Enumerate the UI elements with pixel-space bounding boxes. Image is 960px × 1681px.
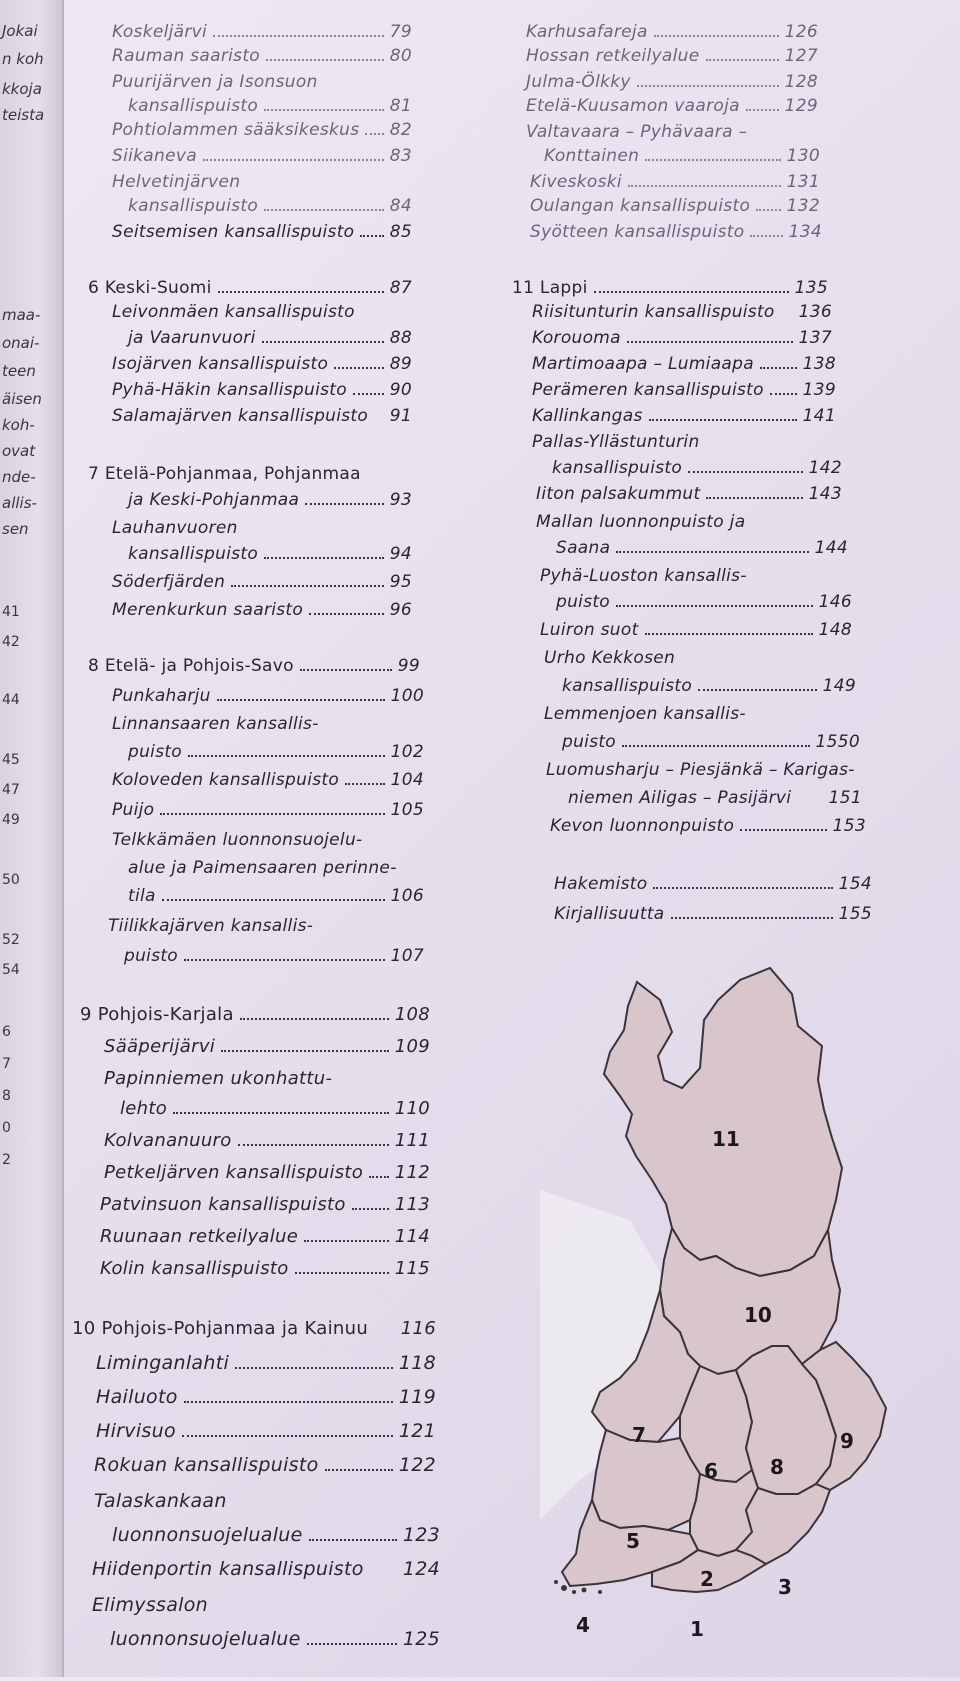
toc-entry[interactable]: Hirvisuo 121 [96,1420,436,1442]
toc-entry[interactable]: Iiton palsakummut 143 [536,484,842,504]
toc-entry[interactable]: Karhusafareja 126 [526,22,818,42]
toc-entry[interactable]: Etelä-Kuusamon vaaroja 129 [526,96,818,116]
toc-entry[interactable]: Rauman saaristo 80 [112,46,412,66]
region-label-7: 7 [632,1423,646,1447]
toc-entry-part: Pallas-Yllästunturin [532,432,700,452]
island [554,1580,558,1584]
toc-entry[interactable]: Kolvananuuro 111 [104,1130,430,1151]
edge-number: 50 [2,872,20,888]
edge-number: 42 [2,634,20,650]
toc-entry-bibliography[interactable]: Kirjallisuutta 155 [554,904,872,924]
edge-text: onai- [2,334,40,352]
toc-entry[interactable]: Petkeljärven kansallispuisto 112 [104,1162,430,1183]
region-label-10: 10 [744,1303,772,1327]
toc-entry[interactable]: Ruunaan retkeilyalue 114 [100,1226,430,1247]
toc-entry-index[interactable]: Hakemisto 154 [554,874,872,894]
edge-text: koh- [2,416,35,434]
edge-number: 7 [2,1056,11,1072]
edge-text: nde- [2,468,36,486]
toc-entry[interactable]: Koloveden kansallispuisto 104 [112,770,424,790]
toc-entry[interactable]: Hossan retkeilyalue 127 [526,46,818,66]
edge-number: 45 [2,752,20,768]
region-label-6: 6 [704,1459,718,1483]
toc-entry[interactable]: Pyhä-Häkin kansallispuisto 90 [112,380,412,400]
toc-entry[interactable]: Rokuan kansallispuisto 122 [94,1454,436,1476]
edge-number: 2 [2,1152,11,1168]
toc-entry-part: Valtavaara – Pyhävaara – [526,122,748,142]
toc-entry[interactable]: Hiidenportin kansallispuisto 124 [92,1558,440,1580]
region-label-4: 4 [576,1613,590,1637]
edge-number: 0 [2,1120,11,1136]
edge-number: 54 [2,962,20,978]
toc-entry[interactable]: ja Keski-Pohjanmaa 93 [128,490,412,510]
toc-entry-part: Tiilikkajärven kansallis- [108,916,314,936]
toc-entry[interactable]: puisto 1550 [562,732,860,752]
region-label-5: 5 [626,1529,640,1553]
edge-text: äisen [2,390,42,408]
toc-entry[interactable]: Perämeren kansallispuisto 139 [532,380,836,400]
toc-section-heading[interactable]: 9 Pohjois-Karjala 108 [80,1004,430,1025]
toc-section-heading[interactable]: 11 Lappi 135 [512,278,828,298]
toc-entry-part: Helvetinjärven [112,172,241,192]
toc-entry[interactable]: kansallispuisto 149 [562,676,856,696]
toc-section-heading[interactable]: 10 Pohjois-Pohjanmaa ja Kainuu 116 [72,1318,436,1339]
edge-text: maa- [2,306,41,324]
toc-entry[interactable]: Patvinsuon kansallispuisto 113 [100,1194,430,1215]
toc-entry-part: Lauhanvuoren [112,518,238,538]
toc-entry[interactable]: Salamajärven kansallispuisto 91 [112,406,412,426]
edge-text: teen [2,362,36,380]
toc-entry[interactable]: Kallinkangas 141 [532,406,836,426]
toc-entry[interactable]: Söderfjärden 95 [112,572,412,592]
toc-entry[interactable]: puisto 102 [128,742,424,762]
toc-entry-part: Linnansaaren kansallis- [112,714,319,734]
edge-text: ovat [2,442,36,460]
toc-entry[interactable]: kansallispuisto 84 [128,196,412,216]
toc-entry[interactable]: Julma-Ölkky 128 [526,72,818,92]
toc-entry[interactable]: Korouoma 137 [532,328,832,348]
toc-entry-part: Puurijärven ja Isonsuon [112,72,318,92]
toc-entry[interactable]: kansallispuisto 81 [128,96,412,116]
toc-entry[interactable]: Kevon luonnonpuisto 153 [550,816,866,836]
toc-entry[interactable]: luonnonsuojelualue 123 [112,1524,440,1546]
edge-number: 6 [2,1024,11,1040]
edge-number: 8 [2,1088,11,1104]
edge-text: kkoja [2,80,42,98]
toc-entry[interactable]: Oulangan kansallispuisto 132 [530,196,820,216]
toc-entry[interactable]: Riisitunturin kansallispuisto 136 [532,302,832,322]
adjacent-page-edge [0,0,64,1677]
toc-entry-part: Urho Kekkosen [544,648,676,668]
toc-entry[interactable]: Luiron suot 148 [540,620,852,640]
toc-entry-part: Mallan luonnonpuisto ja [536,512,746,532]
toc-entry[interactable]: Sääperijärvi 109 [104,1036,430,1057]
island [582,1588,587,1593]
toc-entry[interactable]: Konttainen 130 [544,146,820,166]
toc-entry[interactable]: niemen Ailigas – Pasijärvi 151 [568,788,862,808]
edge-number: 44 [2,692,20,708]
toc-entry-part: Pyhä-Luoston kansallis- [540,566,747,586]
toc-entry[interactable]: lehto 110 [120,1098,430,1119]
map-region-11 [604,968,842,1276]
edge-number: 47 [2,782,20,798]
toc-entry[interactable]: Puijo 105 [112,800,424,820]
toc-entry[interactable]: Kolin kansallispuisto 115 [100,1258,430,1279]
toc-entry[interactable]: kansallispuisto 142 [552,458,842,478]
region-label-8: 8 [770,1455,784,1479]
toc-entry[interactable]: kansallispuisto 94 [128,544,412,564]
edge-text: sen [2,520,29,538]
toc-entry-part: Talaskankaan [94,1490,227,1512]
island [572,1590,576,1594]
toc-section-heading[interactable]: 8 Etelä- ja Pohjois-Savo 99 [88,656,420,676]
toc-entry[interactable]: Pohtiolammen sääksikeskus 82 [112,120,412,140]
toc-entry-part: Telkkämäen luonnonsuojelu- [112,830,363,850]
toc-entry[interactable]: Siikaneva 83 [112,146,412,166]
toc-entry[interactable]: puisto 107 [124,946,424,966]
toc-entry-part: Leivonmäen kansallispuisto [112,302,355,322]
toc-entry[interactable]: Martimoaapa – Lumiaapa 138 [532,354,836,374]
region-label-3: 3 [778,1575,792,1599]
island [598,1590,602,1594]
toc-entry[interactable]: Saana 144 [556,538,848,558]
edge-text: allis- [2,494,37,512]
toc-entry-part: Elimyssalon [92,1594,209,1616]
toc-entry[interactable]: ja Vaarunvuori 88 [128,328,412,348]
toc-section-heading[interactable]: 6 Keski-Suomi 87 [88,278,412,298]
edge-number: 52 [2,932,20,948]
region-label-9: 9 [840,1429,854,1453]
toc-entry[interactable]: Liminganlahti 118 [96,1352,436,1374]
toc-entry-part: alue ja Paimensaaren perinne- [128,858,397,878]
edge-number: 41 [2,604,20,620]
map-region-5 [592,1430,700,1530]
toc-entry[interactable]: Syötteen kansallispuisto 134 [530,222,822,242]
toc-entry[interactable]: Isojärven kansallispuisto 89 [112,354,412,374]
toc-entry-part: Lemmenjoen kansallis- [544,704,746,724]
region-label-1: 1 [690,1617,704,1641]
toc-entry[interactable]: Kiveskoski 131 [530,172,820,192]
region-label-2: 2 [700,1567,714,1591]
toc-entry[interactable]: Hailuoto 119 [96,1386,436,1408]
toc-entry[interactable]: Koskeljärvi 79 [112,22,412,42]
region-label-11: 11 [712,1127,740,1151]
toc-entry[interactable]: Punkaharju 100 [112,686,424,706]
finland-region-map [540,960,960,1677]
edge-text: n koh [2,50,44,68]
toc-entry-part: Papinniemen ukonhattu- [104,1068,333,1089]
toc-entry[interactable]: luonnonsuojelualue 125 [110,1628,440,1650]
toc-entry[interactable]: Merenkurkun saaristo 96 [112,600,412,620]
toc-entry[interactable]: puisto 146 [556,592,852,612]
toc-entry[interactable]: Seitsemisen kansallispuisto 85 [112,222,412,242]
island [561,1585,567,1591]
toc-entry-part: Luomusharju – Piesjänkä – Karigas- [546,760,855,780]
edge-text: Jokai [2,22,38,40]
toc-section-heading: 7 Etelä-Pohjanmaa, Pohjanmaa [88,464,361,484]
edge-number: 49 [2,812,20,828]
edge-text: teista [2,106,45,124]
toc-entry[interactable]: tila 106 [128,886,424,906]
